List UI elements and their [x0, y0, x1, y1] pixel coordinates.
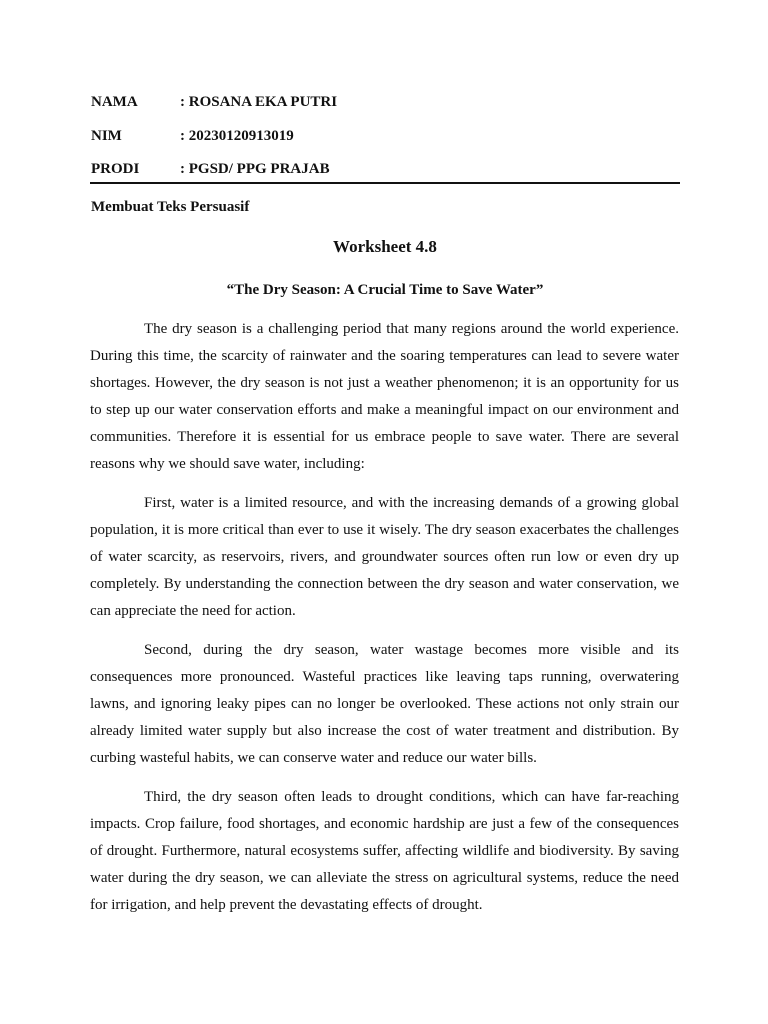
info-row-name [91, 92, 681, 126]
paragraph-first: First, water is a limited resource, and with the increasing demands of a growing global population, it is more critical than ever to use it wisely. The dry season exacerbates the challenges of water scarcity, as reservoirs, rivers, and groundwater sources often run low or even dry up completely. By understanding the connection between the dry season and water conservation, we can appreciate the need for action. [90, 495, 679, 619]
paragraph-second: Second, during the dry season, water wastage becomes more visible and its consequences more pronounced. Wasteful practices like leaving taps running, overwatering lawns, and ignoring leaky pipes can no longer be overlooked. These actions not only strain our already limited water supply but also increase the cost of water treatment and distribution. By curbing wasteful habits, we can conserve water and reduce our water bills. [90, 642, 679, 766]
paragraph-intro: The dry season is a challenging period that many regions around the world experience. During this time, the scarcity of rainwater and the soaring temperatures can lead to severe water shortages. However, the dry season is not just a weather phenomenon; it is an opportunity for us to step up our water conservation efforts and make a meaningful impact on our environment and communities. Therefore it is essential for us embrace people to save water. There are several reasons why we should save water, including: [90, 321, 679, 472]
student-info [91, 92, 681, 193]
info-value: : PGSD/ PPG PRAJAB [180, 161, 330, 177]
info-value: : 20230120913019 [180, 127, 294, 144]
paragraph-third: Third, the dry season often leads to drought conditions, which can have far-reaching impacts. Crop failure, food shortages, and economic hardship are just a few of the consequences of drought. Furthermore, natural ecosystems suffer, affecting wildlife and biodiversity. By saving water during the dry season, we can alleviate the stress on agricultural systems, reduce the need for irrigation, and help prevent the devastating effects of drought. [90, 789, 679, 913]
info-row-nim [91, 126, 681, 160]
info-label: NAMA [91, 94, 138, 110]
essay-title: “The Dry Season: A Crucial Time to Save Water” [226, 282, 544, 298]
info-value: : ROSANA EKA PUTRI [180, 94, 338, 110]
subject-heading: Membuat Teks Persuasif [91, 199, 250, 215]
worksheet-title: Worksheet 4.8 [333, 237, 437, 256]
header-divider [90, 182, 680, 184]
essay-body [90, 316, 679, 931]
info-label: NIM [91, 127, 122, 144]
info-row-prodi [91, 159, 681, 193]
info-label: PRODI [91, 161, 140, 177]
